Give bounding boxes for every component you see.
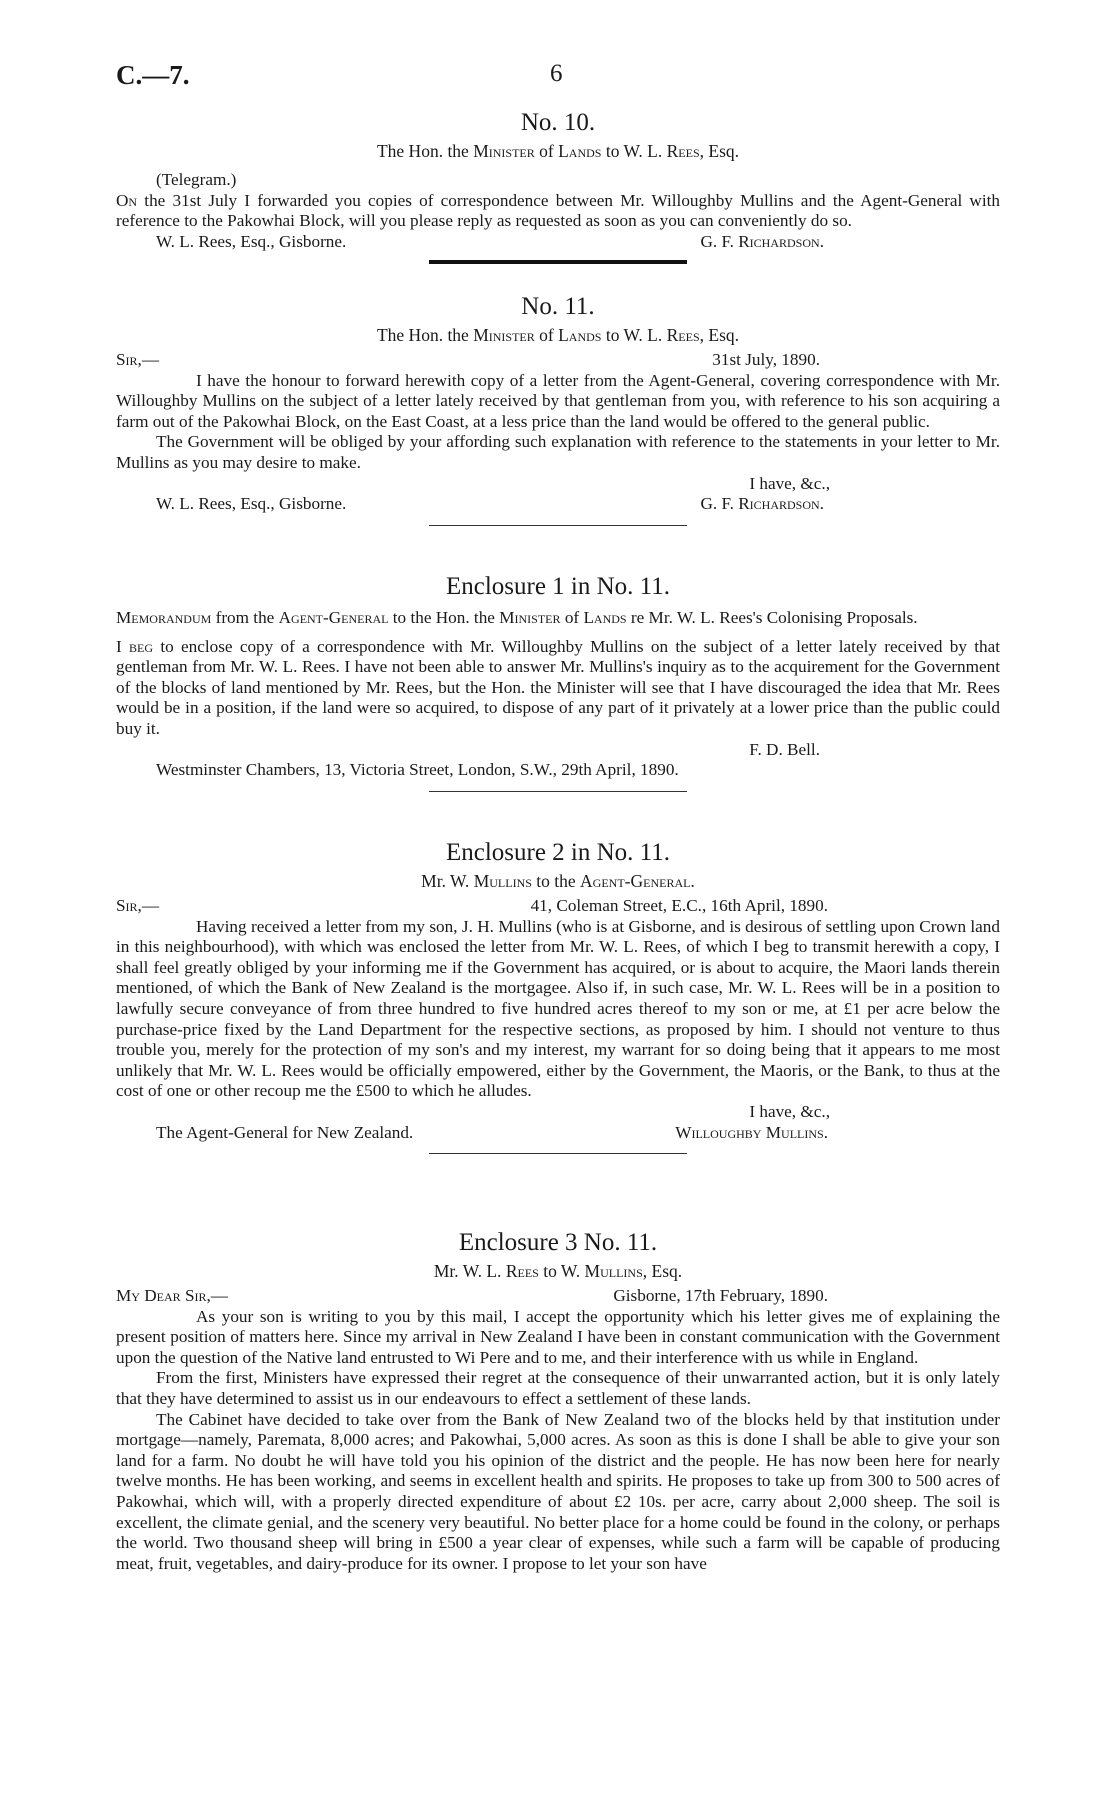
addressee: W. L. Rees, Esq., Gisborne. [156, 231, 347, 251]
enclosure-1-body: I beg to enclose copy of a correspondence with Mr. Willoughby Mullins on the subject of a letter lately received by that gentleman from Mr. W. L. Rees. I have not been able to answer Mr. Mullins's inquiry as to the acquirement for the Government of the blocks of land mentioned by Mr. Rees, but the Hon. the Minister will see that I have discouraged the idea that Mr. Rees would be in a position, if the land were so acquired, to dispose of any part of it privately at a lower price than the public could buy it. [116, 636, 1000, 738]
section-no10-number: No. 10. [520, 109, 596, 136]
section-no11-number: No. 11. [521, 293, 595, 320]
section-no10-body: On the 31st July I forwarded you copies of correspondence between Mr. Willoughby Mullins and the Agent-General with reference to the Pakowhai Block, will you please reply as requested as soon as you can conveniently do so. [116, 190, 1000, 231]
section-no10-title: The Hon. the Minister of Lands to W. L. Rees, Esq. [376, 141, 740, 161]
enclosure-3 [116, 1228, 1000, 1574]
section-no10-signoff [116, 232, 1000, 253]
section-no11 [116, 292, 1000, 526]
enclosure-3-title: Enclosure 3 No. 11. [458, 1229, 658, 1256]
section-no11-p1: I have the honour to forward herewith copy of a letter from the Agent-General, covering correspondence with Mr. Willoughby Mullins on the subject of a letter lately received by that gentleman from you, with reference to his son acquiring a farm out of the Pakowhai Block, on the East Coast, at a less price than the land would be offered to the general public. [116, 370, 1000, 431]
letter-date: Gisborne, 17th February, 1890. [613, 1286, 828, 1305]
page-number: 6 [550, 60, 563, 87]
enclosure-2-signoff [116, 1123, 1000, 1144]
salutation: Sir,— [116, 896, 160, 915]
signature: F. D. Bell. [749, 739, 820, 759]
enclosure-1-memo-heading: Memorandum from the Agent-General to the Hon. the Minister of Lands re Mr. W. L. Rees's Colonising Proposals. [116, 608, 918, 627]
closing: I have, &c., [749, 473, 830, 493]
enclosure-2 [116, 838, 1000, 1154]
section-divider [429, 1153, 687, 1154]
enclosure-2-dateline [116, 896, 1000, 917]
addressee: The Agent-General for New Zealand. [156, 1122, 414, 1142]
salutation: My Dear Sir,— [116, 1286, 228, 1305]
enclosure-2-body: Having received a letter from my son, J. H. Mullins (who is at Gisborne, and is desirous of settling upon Crown land in this neighbourhood), with which was enclosed the letter from Mr. W. L. Rees, of which I beg to transmit herewith a copy, I shall feel greatly obliged by your informing me if the Government has acquired, or is about to acquire, the Maori lands therein mentioned, of which the Bank of New Zealand is the mortgagee. Also if, in such case, Mr. W. L. Rees will be in a position to lawfully secure conveyance of from three hundred to five hundred acres thereof to my son or me, at £1 per acre below the purchase-price fixed by the Land Department for the respective sections, as proposed by him. I should not venture to thus trouble you, merely for the protection of my son's and my interest, my warrant for so doing being that it appears to me most unlikely that Mr. W. L. Rees would be officially empowered, either by the Government, the Maoris, or the Bank, to thus at the cost of one or other recoup me the £500 to which he alludes. [116, 916, 1000, 1101]
letter-date: 31st July, 1890. [712, 350, 820, 369]
enclosure-3-p2: From the first, Ministers have expressed their regret at the consequence of their unwarranted action, but it is only lately that they have determined to assist us in our endeavours to effect a settlement of these lands. [116, 1368, 1000, 1408]
enclosure-1 [116, 572, 1000, 792]
section-no10 [116, 108, 1000, 264]
enclosure-2-subtitle: Mr. W. Mullins to the Agent-General. [421, 871, 695, 891]
section-no11-dateline [116, 350, 1000, 371]
document-code: C.—7. [116, 60, 190, 90]
enclosure-2-title: Enclosure 2 in No. 11. [445, 839, 671, 866]
enclosure-3-p3: The Cabinet have decided to take over from the Bank of New Zealand two of the blocks held by that institution under mortgage—namely, Paremata, 8,000 acres; and Pakowhai, 5,000 acres. As soon as this is done I shall be able to give your son land for a farm. No doubt he will have told you his opinion of the district and the people. He has now been here for nearly twelve months. He has been working, and seems in excellent health and spirits. He proposes to take up from 300 to 500 acres of Pakowhai, which will, with a properly directed expenditure of about £2 10s. per acre, carry about 2,000 sheep. The soil is excellent, the climate genial, and the scenery very beautiful. No better place for a home could be found in the colony, or perhaps the world. Two thousand sheep will bring in £500 a year clear of expenses, while such a farm will be capable of producing meat, fruit, vegetables, and dairy-produce for its owner. I propose to let your son have [116, 1409, 1000, 1573]
signature: Willoughby Mullins. [675, 1122, 828, 1142]
enclosure-3-p1: As your son is writing to you by this mail, I accept the opportunity which his letter gives me of explaining the present position of matters here. Since my arrival in New Zealand I have been in constant communication with the Government upon the question of the Native land entrusted to Wi Pere and to me, and their interference with us while in England. [116, 1306, 1000, 1367]
section-no11-signoff [116, 494, 1000, 515]
section-divider [429, 260, 687, 264]
closing: I have, &c., [749, 1101, 830, 1121]
section-no11-title: The Hon. the Minister of Lands to W. L. Rees, Esq. [376, 325, 740, 345]
enclosure-1-address: Westminster Chambers, 13, Victoria Street, London, S.W., 29th April, 1890. [156, 760, 679, 780]
section-divider [429, 791, 687, 792]
section-divider [429, 525, 687, 526]
telegram-note: (Telegram.) [156, 170, 237, 189]
enclosure-3-dateline [116, 1286, 1000, 1307]
addressee: W. L. Rees, Esq., Gisborne. [156, 494, 347, 514]
signature: G. F. Richardson. [700, 231, 824, 251]
enclosure-1-title: Enclosure 1 in No. 11. [445, 573, 671, 600]
signature: G. F. Richardson. [700, 494, 824, 514]
enclosure-3-subtitle: Mr. W. L. Rees to W. Mullins, Esq. [433, 1261, 683, 1281]
letter-date: 41, Coleman Street, E.C., 16th April, 1890. [530, 896, 828, 915]
salutation: Sir,— [116, 350, 160, 369]
section-no11-p2: The Government will be obliged by your affording such explanation with reference to the statements in your letter to Mr. Mullins as you may desire to make. [116, 432, 1000, 472]
